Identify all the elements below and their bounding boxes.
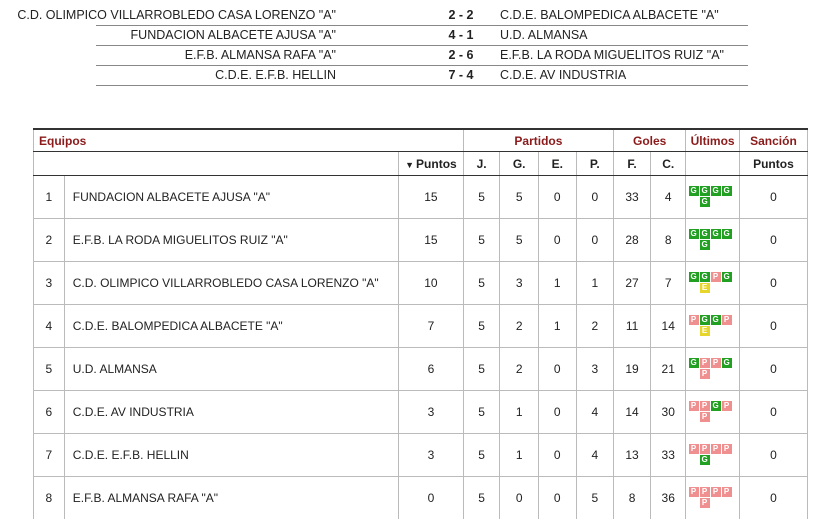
col-g[interactable]: G.: [500, 152, 539, 176]
sanction-points-cell: 0: [739, 305, 807, 348]
home-team[interactable]: C.D.E. E.F.B. HELLIN: [215, 68, 336, 82]
col-p[interactable]: P.: [576, 152, 613, 176]
goals-against-cell: 14: [651, 305, 686, 348]
last-results: [689, 358, 737, 380]
result-badge: G: [712, 229, 719, 238]
drawn-cell: 0: [538, 434, 576, 477]
goals-for-cell: 28: [614, 219, 651, 262]
position-cell: 1: [34, 176, 65, 219]
team-name-cell[interactable]: E.F.B. LA RODA MIGUELITOS RUIZ "A": [64, 219, 398, 262]
result-badge: G: [701, 186, 708, 195]
team-name-cell[interactable]: C.D. OLIMPICO VILLARROBLEDO CASA LORENZO "A": [64, 262, 398, 305]
result-badge: G: [701, 455, 708, 464]
position-cell: 4: [34, 305, 65, 348]
drawn-cell: 0: [538, 391, 576, 434]
col-ultimos-blank: [686, 152, 740, 176]
goals-against-cell: 4: [651, 176, 686, 219]
column-header-row: [34, 152, 808, 176]
drawn-cell: 0: [538, 348, 576, 391]
table-row: [34, 219, 808, 262]
team-name-cell[interactable]: FUNDACION ALBACETE AJUSA "A": [64, 176, 398, 219]
last-results-cell: [686, 477, 740, 520]
goals-for-cell: 14: [614, 391, 651, 434]
away-team[interactable]: C.D.E. BALOMPEDICA ALBACETE "A": [500, 8, 719, 22]
result-badge: P: [700, 358, 710, 368]
won-cell: 1: [500, 391, 539, 434]
last-results: [689, 272, 737, 294]
table-row: [34, 434, 808, 477]
goals-against-cell: 33: [651, 434, 686, 477]
position-cell: 6: [34, 391, 65, 434]
lost-cell: 4: [576, 391, 613, 434]
group-partidos: Partidos: [463, 129, 613, 152]
sanction-points-cell: 0: [739, 262, 807, 305]
result-badge: P: [689, 315, 699, 325]
points-cell: 10: [399, 262, 464, 305]
points-cell: 7: [399, 305, 464, 348]
won-cell: 3: [500, 262, 539, 305]
result-badge: P: [689, 487, 699, 497]
points-cell: 6: [399, 348, 464, 391]
played-cell: 5: [463, 348, 500, 391]
result-badge: P: [689, 401, 699, 411]
table-row: [34, 348, 808, 391]
position-cell: 8: [34, 477, 65, 520]
won-cell: 2: [500, 305, 539, 348]
sanction-points-cell: 0: [739, 348, 807, 391]
lost-cell: 5: [576, 477, 613, 520]
score: 7 - 4: [448, 68, 474, 82]
result-badge: G: [690, 272, 697, 281]
last-results-cell: [686, 348, 740, 391]
played-cell: 5: [463, 305, 500, 348]
last-results-cell: [686, 176, 740, 219]
result-badge: G: [701, 272, 708, 281]
group-sancion: Sanción: [739, 129, 807, 152]
result-row: [17, 6, 748, 26]
result-badge: P: [700, 498, 710, 508]
points-cell: 3: [399, 391, 464, 434]
result-row: [96, 66, 748, 86]
result-badge: P: [700, 369, 710, 379]
result-badge: G: [712, 401, 719, 410]
result-badge: P: [700, 487, 710, 497]
result-badge: G: [690, 358, 697, 367]
col-f[interactable]: F.: [614, 152, 651, 176]
won-cell: 2: [500, 348, 539, 391]
result-badge: P: [700, 412, 710, 422]
result-badge: G: [690, 186, 697, 195]
result-badge: E: [700, 283, 710, 293]
goals-against-cell: 8: [651, 219, 686, 262]
goals-for-cell: 8: [614, 477, 651, 520]
col-puntos-label: Puntos: [416, 156, 457, 171]
col-sancion-puntos[interactable]: Puntos: [739, 152, 807, 176]
result-row: [96, 26, 748, 46]
drawn-cell: 0: [538, 477, 576, 520]
lost-cell: 4: [576, 434, 613, 477]
group-equipos: Equipos: [34, 129, 464, 152]
col-puntos[interactable]: [399, 152, 464, 176]
result-badge: P: [689, 444, 699, 454]
lost-cell: 3: [576, 348, 613, 391]
goals-for-cell: 19: [614, 348, 651, 391]
last-results-cell: [686, 262, 740, 305]
goals-against-cell: 7: [651, 262, 686, 305]
result-badge: G: [723, 272, 730, 281]
col-j[interactable]: J.: [463, 152, 500, 176]
result-badge: P: [722, 401, 732, 411]
drawn-cell: 1: [538, 262, 576, 305]
lost-cell: 0: [576, 176, 613, 219]
points-cell: 15: [399, 176, 464, 219]
result-badge: P: [722, 487, 732, 497]
sanction-points-cell: 0: [739, 219, 807, 262]
col-e[interactable]: E.: [538, 152, 576, 176]
goals-against-cell: 30: [651, 391, 686, 434]
results-list: [17, 6, 748, 86]
result-badge: P: [711, 358, 721, 368]
last-results: [689, 229, 737, 251]
result-badge: P: [711, 272, 721, 282]
points-cell: 15: [399, 219, 464, 262]
team-name-cell[interactable]: U.D. ALMANSA: [64, 348, 398, 391]
team-name-cell[interactable]: E.F.B. ALMANSA RAFA "A": [64, 477, 398, 520]
won-cell: 1: [500, 434, 539, 477]
goals-for-cell: 27: [614, 262, 651, 305]
last-results: [689, 487, 737, 509]
result-badge: P: [722, 444, 732, 454]
result-badge: P: [711, 444, 721, 454]
drawn-cell: 1: [538, 305, 576, 348]
sort-desc-icon: ▼: [405, 159, 415, 170]
home-team[interactable]: C.D. OLIMPICO VILLARROBLEDO CASA LORENZO "A": [17, 8, 336, 22]
sanction-points-cell: 0: [739, 434, 807, 477]
last-results-cell: [686, 219, 740, 262]
played-cell: 5: [463, 262, 500, 305]
result-badge: G: [712, 186, 719, 195]
drawn-cell: 0: [538, 219, 576, 262]
group-goles: Goles: [614, 129, 686, 152]
goals-for-cell: 11: [614, 305, 651, 348]
goals-against-cell: 21: [651, 348, 686, 391]
last-results-cell: [686, 391, 740, 434]
points-cell: 0: [399, 477, 464, 520]
home-team[interactable]: FUNDACION ALBACETE AJUSA "A": [130, 28, 336, 42]
group-ultimos: Últimos: [686, 129, 740, 152]
goals-for-cell: 13: [614, 434, 651, 477]
result-badge: E: [700, 326, 710, 336]
played-cell: 5: [463, 391, 500, 434]
header-blank: [34, 152, 399, 176]
lost-cell: 0: [576, 219, 613, 262]
played-cell: 5: [463, 477, 500, 520]
team-name-cell[interactable]: C.D.E. BALOMPEDICA ALBACETE "A": [64, 305, 398, 348]
sanction-points-cell: 0: [739, 477, 807, 520]
last-results: [689, 401, 737, 423]
position-cell: 5: [34, 348, 65, 391]
goals-against-cell: 36: [651, 477, 686, 520]
result-badge: P: [722, 315, 732, 325]
score: 2 - 6: [448, 48, 474, 62]
away-team[interactable]: U.D. ALMANSA: [500, 28, 588, 42]
won-cell: 5: [500, 176, 539, 219]
won-cell: 5: [500, 219, 539, 262]
home-team[interactable]: E.F.B. ALMANSA RAFA "A": [184, 48, 336, 62]
played-cell: 5: [463, 219, 500, 262]
result-badge: G: [723, 229, 730, 238]
standings-body: [34, 176, 808, 520]
score: 2 - 2: [448, 8, 474, 22]
result-badge: G: [701, 229, 708, 238]
team-name-cell[interactable]: C.D.E. AV INDUSTRIA: [64, 391, 398, 434]
group-header-row: [34, 129, 808, 152]
table-row: [34, 176, 808, 219]
position-cell: 7: [34, 434, 65, 477]
drawn-cell: 0: [538, 176, 576, 219]
position-cell: 3: [34, 262, 65, 305]
played-cell: 5: [463, 434, 500, 477]
played-cell: 5: [463, 176, 500, 219]
last-results-cell: [686, 305, 740, 348]
result-badge: P: [700, 444, 710, 454]
result-badge: G: [712, 315, 719, 324]
position-cell: 2: [34, 219, 65, 262]
lost-cell: 1: [576, 262, 613, 305]
won-cell: 0: [500, 477, 539, 520]
result-badge: G: [701, 315, 708, 324]
table-row: [34, 305, 808, 348]
result-badge: P: [700, 401, 710, 411]
result-badge: G: [723, 186, 730, 195]
result-row: [96, 46, 748, 66]
col-c[interactable]: C.: [651, 152, 686, 176]
away-team[interactable]: E.F.B. LA RODA MIGUELITOS RUIZ "A": [500, 48, 724, 62]
result-badge: G: [701, 240, 708, 249]
team-name-cell[interactable]: C.D.E. E.F.B. HELLIN: [64, 434, 398, 477]
score: 4 - 1: [448, 28, 474, 42]
last-results: [689, 315, 737, 337]
last-results: [689, 186, 737, 208]
result-badge: G: [723, 358, 730, 367]
table-row: [34, 477, 808, 520]
last-results: [689, 444, 737, 466]
goals-for-cell: 33: [614, 176, 651, 219]
result-badge: P: [711, 487, 721, 497]
lost-cell: 2: [576, 305, 613, 348]
table-row: [34, 262, 808, 305]
points-cell: 3: [399, 434, 464, 477]
last-results-cell: [686, 434, 740, 477]
result-badge: G: [701, 197, 708, 206]
sanction-points-cell: 0: [739, 176, 807, 219]
table-row: [34, 391, 808, 434]
result-badge: G: [690, 229, 697, 238]
away-team[interactable]: C.D.E. AV INDUSTRIA: [500, 68, 627, 82]
sanction-points-cell: 0: [739, 391, 807, 434]
standings-table: [33, 128, 808, 519]
